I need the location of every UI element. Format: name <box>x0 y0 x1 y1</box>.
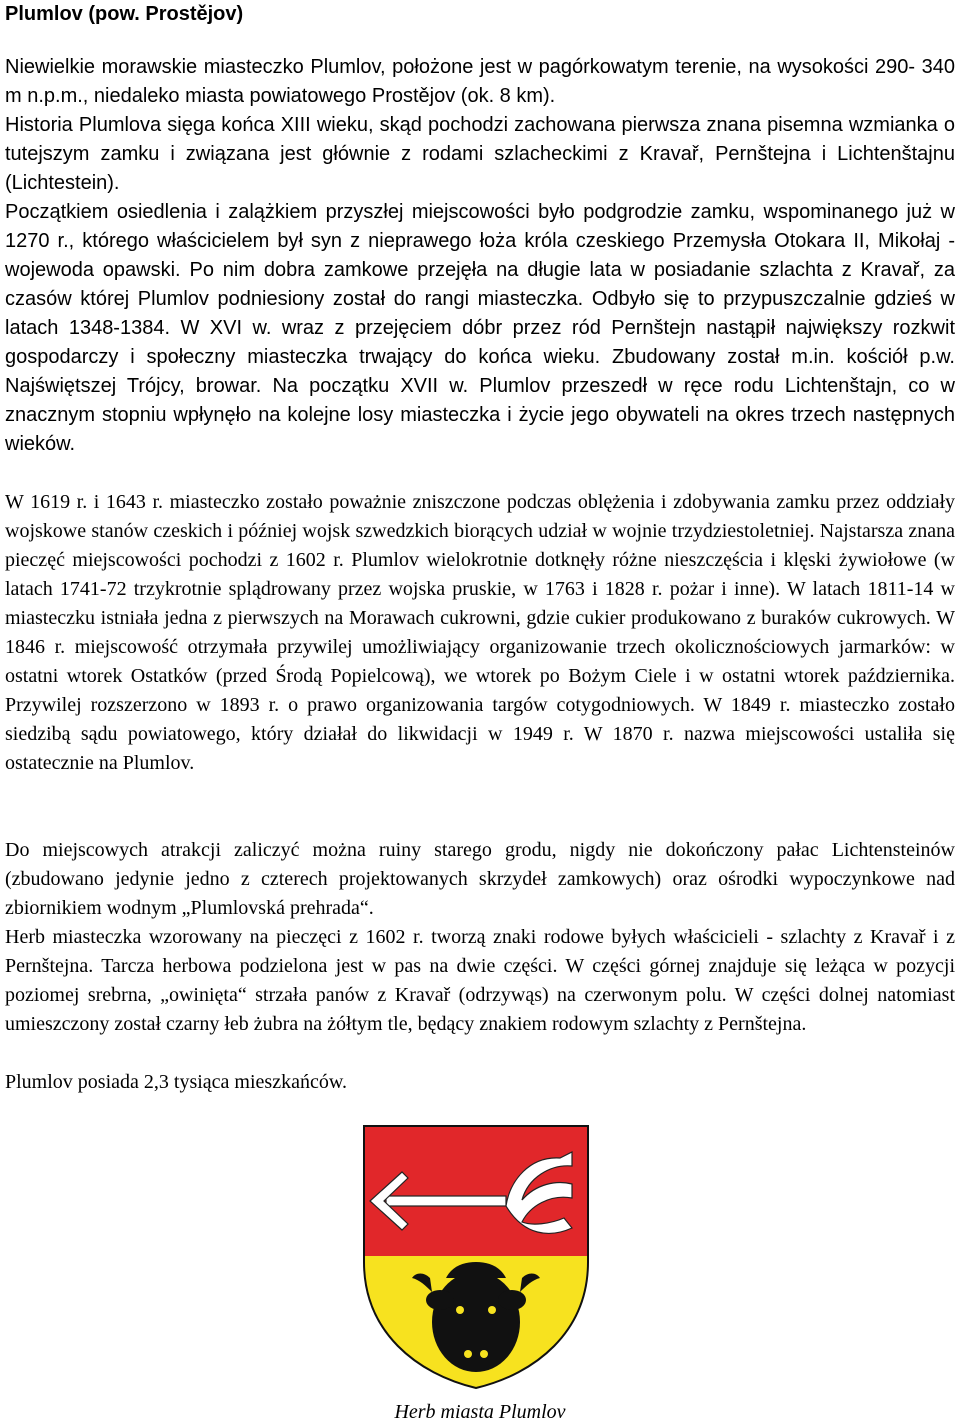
paragraph-population: Plumlov posiada 2,3 tysiąca mieszkańców. <box>5 1071 347 1093</box>
coat-of-arms-image <box>360 1122 592 1392</box>
paragraph-1619: W 1619 r. i 1643 r. miasteczko zostało poważnie zniszczone podczas oblężenia i zdobywania zamku przez oddziały wojskowe stanów czeskich i później wojsk szwedzkich biorących udział w wojnie trzydziestoletniej. Najstarsza znana pieczęć miejscowości pochodzi z 1602 r. Plumlov wielokrotnie dotknęły różne nieszczęścia i klęski żywiołowe (w latach 1741-72 trzykrotnie splądrowany przez wojska pruskie, w 1763 i 1828 r. pożar i inne). W latach 1811-14 w miasteczku istniała jedna z pierwszych na Morawach cukrowni, gdzie cukier produkowano z buraków cukrowych. W 1846 r. miejscowość otrzymała przywilej umożliwiający organizowanie trzech okolicznościowych jarmarków: w ostatni wtorek Ostatków (przed Środą Popielcową), we wtorek po Bożym Ciele i w ostatni wtorek października. Przywilej rozszerzono w 1893 r. o prawo organizowania targów cotygodniowych. W 1849 r. miasteczko zostało siedzibą sądu powiatowego, który działał do likwidacji w 1949 r. W 1870 r. nazwa miejscowości ustaliła się ostatecznie na Plumlov. <box>5 491 955 774</box>
paragraph-intro: Niewielkie morawskie miasteczko Plumlov, położone jest w pagórkowatym terenie, na wysokości 290- 340 m n.p.m., niedaleko miasta powiatowego Prostějov (ok. 8 km). <box>5 56 955 107</box>
paragraph-attractions: Do miejscowych atrakcji zaliczyć można ruiny starego grodu, nigdy nie dokończony pałac Lichtensteinów (zbudowano jedynie jedno z czterech projektowanych skrzydeł zamkowych) oraz ośrodki wypoczynkowe nad zbiornikiem wodnym „Plumlovská prehrada“. <box>5 839 955 919</box>
image-caption: Herb miasta Plumlov <box>394 1401 566 1423</box>
paragraph-history: Historia Plumlova sięga końca XIII wieku, skąd pochodzi zachowana pierwsza znana pisemna wzmianka o tutejszym zamku i związana jest głównie z rodami szlacheckimi z Kravař, Pernštejna i Lichtenštajnu (Lichtestein). <box>5 114 955 194</box>
paragraph-herb: Herb miasteczka wzorowany na pieczęci z 1602 r. tworzą znaki rodowe byłych właścicieli - szlachty z Kravař i z Pernštejna. Tarcza herbowa podzielona jest w pas na dwie części. W części górnej znajduje się leżąca w pozycji poziomej srebrna, „owinięta“ strzała panów z Kravař (odrzywąs) na czerwonym polu. W części dolnej natomiast umieszczony został czarny łeb żubra na żółtym tle, będący znakiem rodowym szlachty z Pernštejna. <box>5 926 955 1035</box>
page-title: Plumlov (pow. Prostějov) <box>5 3 244 25</box>
paragraph-settlement: Początkiem osiedlenia i zalążkiem przyszłej miejscowości było podgrodzie zamku, wspominanego już w 1270 r., którego właścicielem był syn z nieprawego łoża króla czeskiego Przemysła Otokara II, Mikołaj - wojewoda opawski. Po nim dobra zamkowe przejęła na długie lata w posiadanie szlachta z Kravař, za czasów której Plumlov podniesiony został do rangi miasteczka. Odbyło się to przypuszczalnie gdzieś w latach 1348-1384. W XVI w. wraz z przejęciem dóbr przez ród Pernštejn nastąpił największy rozkwit gospodarczy i społeczny miasteczka trwający do końca wieku. Zbudowany został m.in. kościół p.w. Najświętszej Trójcy, browar. Na początku XVII w. Plumlov przeszedł w ręce rodu Lichtenštajn, co w znacznym stopniu wpłynęło na kolejne losy miasteczka i życie jego obywateli na okres trzech następnych wieków. <box>5 201 955 455</box>
coat-of-arms-svg <box>360 1122 592 1392</box>
